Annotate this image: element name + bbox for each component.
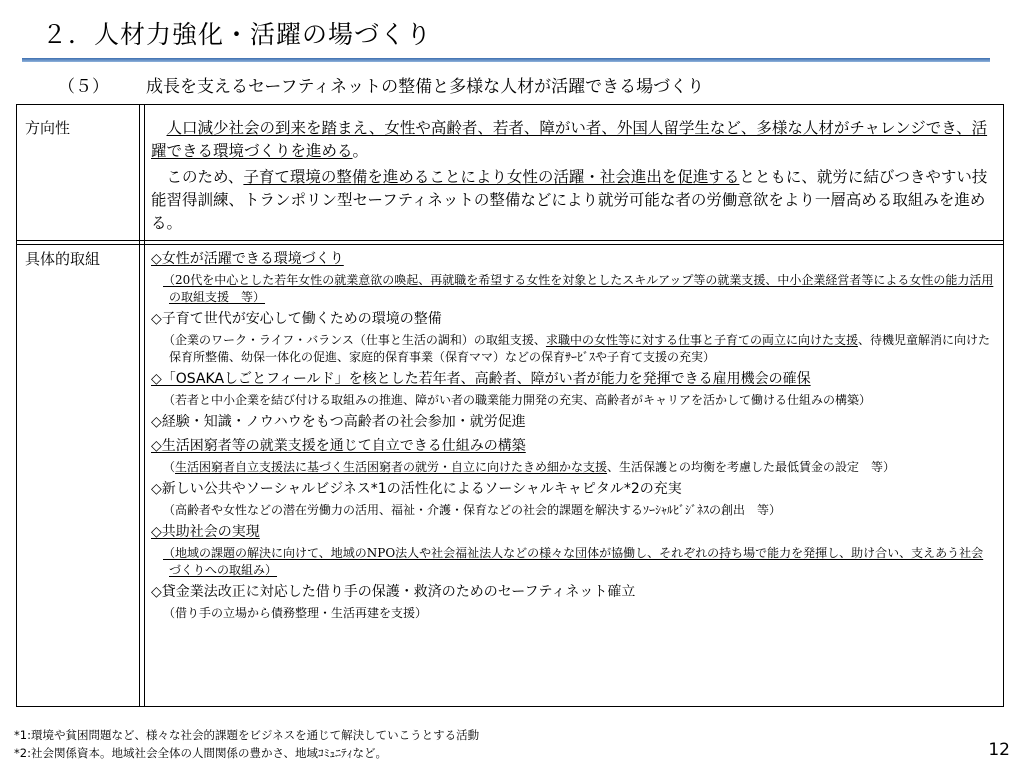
item-osaka-detail: （若者と中小企業を結び付ける取組みの推進、障がい者の職業能力開発の充実、高齢者がキャリアを活かして働ける仕組みの構築） — [163, 393, 872, 407]
footnote-2: *2:社会関係資本。地域社会全体の人間関係の豊かさ、地域ｺﾐｭﾆﾃｨなど。 — [14, 746, 387, 760]
footnote-1: *1:環境や貧困問題など、様々な社会的課題をビジネスを通じて解決していこうとする活動 — [14, 728, 480, 742]
item-social-business-detail: （高齢者や女性などの潜在労働力の活用、福祉・介護・保育などの社会的課題を解決するｿｰｼｬﾙﾋﾞｼﾞﾈｽの創出 等） — [163, 503, 782, 517]
column-divider — [139, 105, 145, 706]
item-childcare-detail-a: （企業のワーク・ライフ・バランス（仕事と生活の調和）の取組支援、 — [163, 333, 546, 347]
item-childcare-heading: ◇子育て世代が安心して働くための環境の整備 — [151, 311, 442, 327]
item-needy-detail-underlined: 生活困窮者自立支援法に基づく生活困窮者の就労・自立に向けたきめ細かな支援 — [175, 460, 608, 474]
item-needy-heading: ◇生活困窮者等の就業支援を通じて自立できる仕組みの構築 — [151, 438, 526, 454]
item-childcare-detail — [163, 332, 995, 366]
item-money-lending-heading: ◇貸金業法改正に対応した借り手の保護・救済のためのセーフティネット確立 — [151, 584, 636, 600]
page-title: ２．人材力強化・活躍の場づくり — [42, 20, 433, 49]
subtitle-text: 成長を支えるセーフティネットの整備と多様な人材が活躍できる場づくり — [146, 77, 705, 97]
initiatives-label: 具体的取組 — [25, 250, 101, 268]
direction-paragraph-1 — [151, 117, 995, 163]
initiatives-list — [151, 246, 995, 625]
section-subtitle — [58, 75, 704, 99]
subtitle-number: （５） — [58, 77, 109, 97]
direction-p1-underlined: 人口減少社会の到来を踏まえ、女性や高齢者、若者、障がい者、外国人留学生など、多様な人材がチャレンジでき、活躍できる環境づくりを進める — [151, 119, 988, 160]
page-number: 12 — [988, 740, 1010, 760]
item-money-lending-detail: （借り手の立場から債務整理・生活再建を支援） — [163, 606, 428, 620]
direction-p1-tail: 。 — [352, 142, 369, 160]
item-mutual-aid-heading: ◇共助社会の実現 — [151, 524, 260, 540]
direction-content — [151, 117, 995, 235]
content-table — [16, 104, 1004, 707]
item-elderly-heading: ◇経験・知識・ノウハウをもつ高齢者の社会参加・就労促進 — [151, 414, 526, 430]
item-childcare-detail-underlined: 求職中の女性等に対する仕事と子育ての両立に向けた支援 — [545, 333, 858, 347]
item-mutual-aid-detail: （地域の課題の解決に向けて、地域のNPO法人や社会福祉法人などの様々な団体が協働し、それぞれの持ち場で能力を発揮し、助け合い、支えあう社会づくりへの取組み） — [163, 546, 984, 577]
item-childcare-detail-b: 、待機児童解消に向けた保育所整備、幼保一体化の促進、家庭的保育事業（保育ママ）などの保育ｻｰﾋﾞｽや子育て支援の充実） — [169, 333, 990, 364]
title-underline — [22, 58, 990, 62]
item-women-heading: ◇女性が活躍できる環境づくり — [151, 251, 344, 267]
item-needy-detail-b: 、生活保護との均衡を考慮した最低賃金の設定 等） — [607, 460, 896, 474]
row-divider — [17, 240, 1003, 245]
direction-p2-underlined: 子育て環境の整備を進めることにより女性の活躍・社会進出を促進する — [243, 168, 740, 186]
direction-paragraph-2 — [151, 166, 995, 235]
direction-p2-rest: とともに、就労に結びつきやすい技能習得訓練、トランポリン型セーフティネットの整備などにより就労可能な者の労働意欲をより一層高める取組みを進める。 — [151, 168, 988, 232]
item-women-detail: （20代を中心とした若年女性の就業意欲の喚起、再就職を希望する女性を対象としたスキルアップ等の就業支援、中小企業経営者等による女性の能力活用の取組支援 等） — [163, 273, 994, 304]
item-social-business-heading: ◇新しい公共やソーシャルビジネス*1の活性化によるソーシャルキャピタル*2の充実 — [151, 481, 682, 497]
direction-label: 方向性 — [25, 119, 71, 137]
direction-p2-lead: このため、 — [166, 168, 244, 186]
item-osaka-heading: ◇「OSAKAしごとフィールド」を核とした若年者、高齢者、障がい者が能力を発揮できる雇用機会の確保 — [151, 371, 811, 387]
item-needy-detail: （生活困窮者自立支援法に基づく生活困窮者の就労・自立に向けたきめ細かな支援、生活保護との均衡を考慮した最低賃金の設定 等） — [163, 460, 896, 474]
